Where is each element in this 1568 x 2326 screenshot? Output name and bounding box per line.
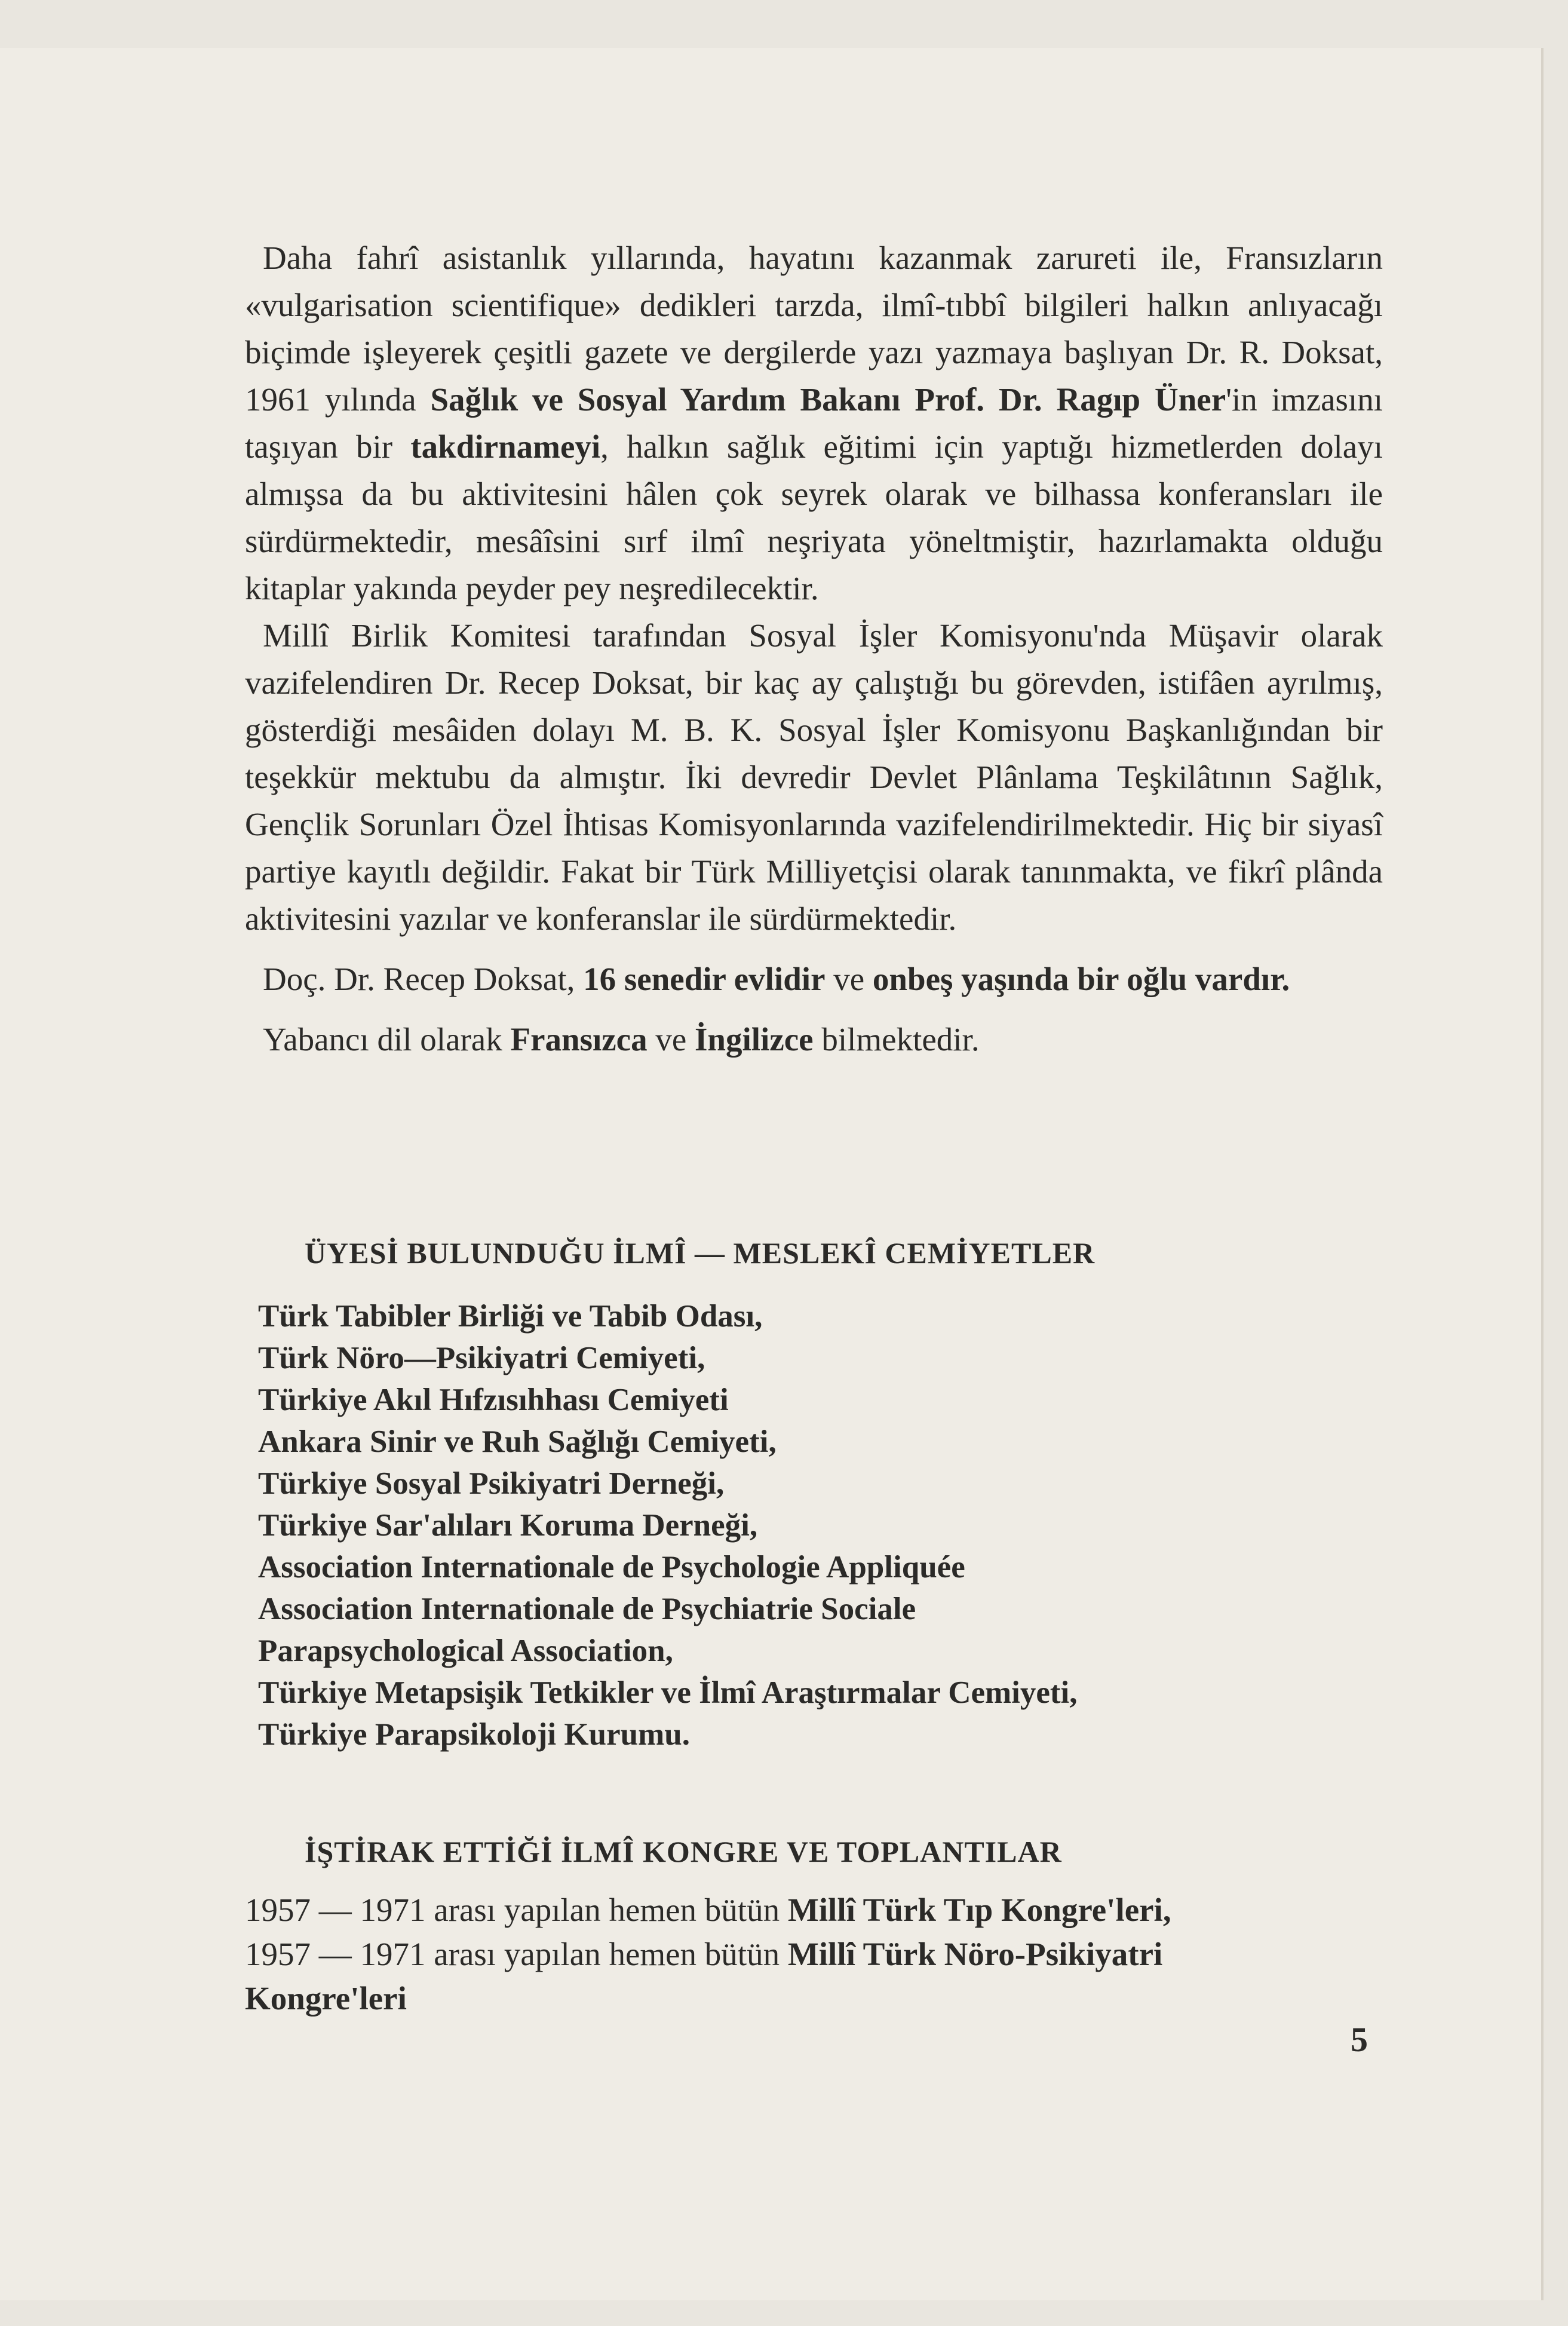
societies-list (258, 1295, 1078, 1755)
paragraph-text-run: Fransızca (510, 1021, 648, 1058)
congress-item (245, 1932, 1171, 1976)
society-item: Türkiye Sar'alıları Koruma Derneği, (258, 1508, 758, 1543)
society-item: Türk Tabibler Birliği ve Tabib Odası, (258, 1299, 763, 1334)
paragraph-text-run: 16 senedir evlidir (583, 961, 826, 997)
congress-item (245, 1976, 1171, 2021)
body-text (245, 234, 1383, 1063)
paragraph-text-run: ve (647, 1021, 695, 1058)
society-item: Ankara Sinir ve Ruh Sağlığı Cemiyeti, (258, 1424, 777, 1459)
society-item: Parapsychological Association, (258, 1634, 673, 1668)
congress-item (245, 1888, 1171, 1932)
paragraph-languages (245, 1016, 1383, 1063)
society-item: Türkiye Sosyal Psikiyatri Derneği, (258, 1466, 725, 1501)
society-item: Türk Nöro—Psikiyatri Cemiyeti, (258, 1341, 705, 1375)
congress-item-text: 1957 — 1971 arası yapılan hemen bütün (245, 1892, 788, 1928)
paragraph-committee (245, 612, 1383, 942)
paragraph-text-run: Millî Birlik Komitesi tarafından Sosyal İşler Komisyonu'nda Müşavir olarak vazifelendiren Dr. Recep Doksat, bir kaç ay çalıştığı bu görevden, istifâen ayrılmış, gösterdiği mesâiden dolayı M. B. K. Sosyal İşler Komisyonu Başkanlığından bir teşekkür mektubu da almıştır. İki devredir Devlet Plânlama Teşkilâtının Sağlık, Gençlik Sorunları Özel İhtisas Komisyonlarında vazifelendirilmektedir. Hiç bir siyasî partiye kayıtlı değildir. Fakat bir Türk Milliyetçisi olarak tanınmakta, ve fikrî plânda aktivitesini yazılar ve konferanslar ile sürdürmektedir. (245, 617, 1383, 937)
paragraph-text-run: Sağlık ve Sosyal Yardım Bakanı Prof. Dr. Ragıp Üner (430, 381, 1226, 418)
paragraph-family (245, 955, 1383, 1003)
society-item: Türkiye Metapsişik Tetkikler ve İlmî Araştırmalar Cemiyeti, (258, 1675, 1078, 1710)
paragraph-text-run: ve (825, 961, 873, 997)
paragraph-text-run: İngilizce (695, 1021, 814, 1058)
congress-item-name: Millî Türk Tıp Kongre'leri, (787, 1892, 1171, 1928)
paragraph-text-run: , halkın sağlık eğitimi için yaptığı hizmetlerden dolayı almışsa da bu aktivitesini hâlen çok seyrek olarak ve bilhassa konferansları ile sürdürmektedir, mesâîsini sırf ilmî neşriyata yöneltmiştir, hazırlamakta olduğu kitaplar yakında peyder pey neşredilecektir. (245, 428, 1383, 606)
paragraph-text-run: Yabancı dil olarak (263, 1021, 511, 1058)
congress-heading: İŞTİRAK ETTİĞİ İLMÎ KONGRE VE TOPLANTILAR (305, 1835, 1062, 1868)
paragraph-text-run: onbeş yaşında bir oğlu vardır. (872, 961, 1290, 997)
society-item: Türkiye Akıl Hıfzısıhhası Cemiyeti (258, 1383, 729, 1417)
paragraph-text-run: 'in imzasını taşıyan bir (245, 381, 1383, 465)
society-item: Association Internationale de Psychologie Appliquée (258, 1550, 965, 1585)
society-item: Association Internationale de Psychiatrie Sociale (258, 1592, 916, 1626)
paragraph-career (245, 234, 1383, 612)
paragraph-text-run: Doç. Dr. Recep Doksat, (263, 961, 584, 997)
congress-item-name: Kongre'leri (245, 1980, 407, 2017)
congress-item-text: 1957 — 1971 arası yapılan hemen bütün (245, 1936, 788, 1972)
societies-heading: ÜYESİ BULUNDUĞU İLMÎ — MESLEKÎ CEMİYETLER (305, 1236, 1096, 1270)
society-item: Türkiye Parapsikoloji Kurumu. (258, 1717, 690, 1752)
paragraph-text-run: Daha fahrî asistanlık yıllarında, hayatını kazanmak zarureti ile, Fransızların «vulgarisation scientifique» dedikleri tarzda, ilmî-tıbbî bilgileri halkın anlıyacağı biçimde işleyerek çeşitli gazete ve dergilerde yazı yazmaya başlıyan Dr. R. Doksat, 1961 yılında (245, 240, 1383, 418)
page-number: 5 (1351, 2020, 1368, 2059)
congress-item-name: Millî Türk Nöro-Psikiyatri (787, 1936, 1163, 1972)
paragraph-text-run: bilmektedir. (813, 1021, 980, 1058)
congress-list (245, 1888, 1171, 2021)
paragraph-text-run: takdirnameyi (410, 428, 601, 465)
